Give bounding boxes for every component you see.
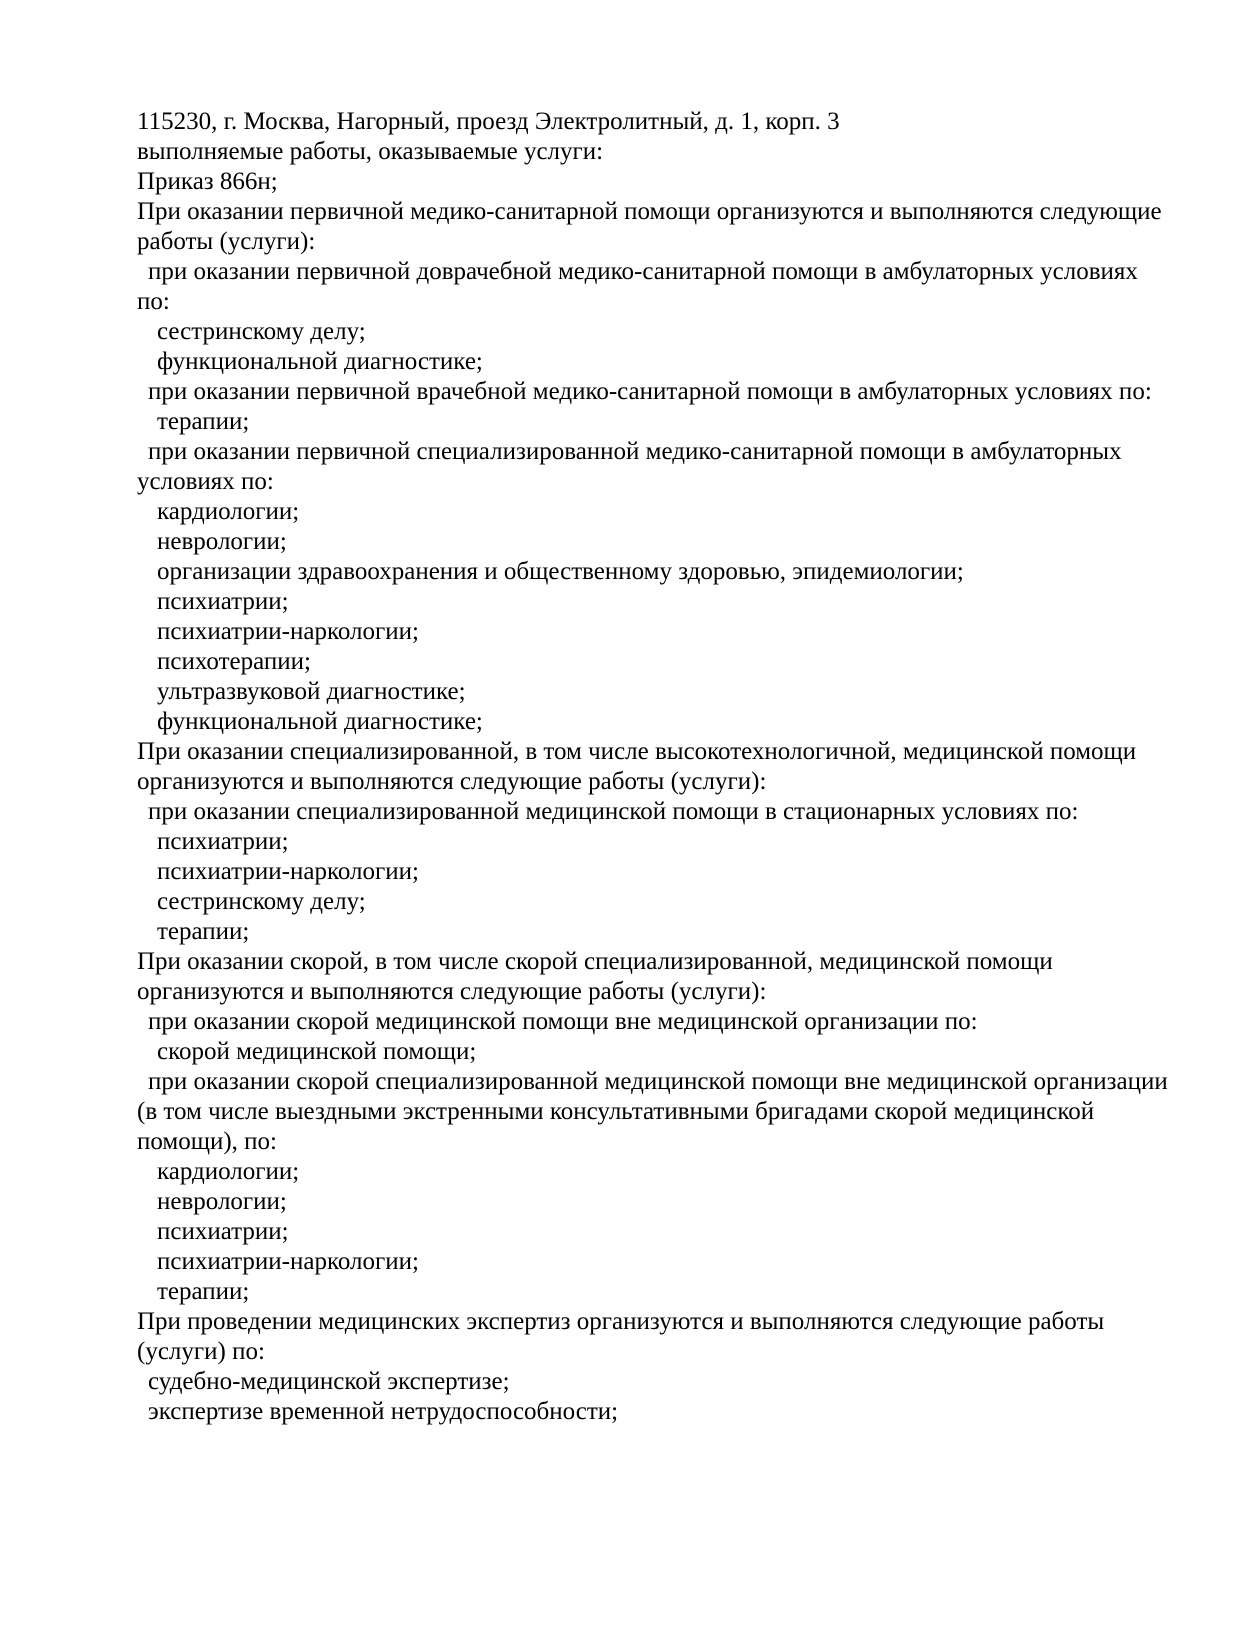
document-line: экспертизе временной нетрудоспособности; bbox=[148, 1398, 619, 1425]
document-line: психиатрии-наркологии; bbox=[157, 858, 419, 885]
document-line: психиатрии; bbox=[157, 828, 289, 855]
document-line: психиатрии-наркологии; bbox=[157, 618, 419, 645]
document-line: судебно-медицинской экспертизе; bbox=[148, 1368, 510, 1395]
document-line: условиях по: bbox=[137, 468, 274, 495]
document-line: организуются и выполняются следующие работы (услуги): bbox=[137, 978, 767, 1005]
document-line: при оказании первичной специализированной медико-санитарной помощи в амбулаторных bbox=[148, 438, 1122, 465]
document-line: при оказании специализированной медицинской помощи в стационарных условиях по: bbox=[148, 798, 1079, 825]
document-line: функциональной диагностике; bbox=[157, 348, 483, 375]
document-line: организации здравоохранения и общественному здоровью, эпидемиологии; bbox=[157, 558, 964, 585]
document-line: скорой медицинской помощи; bbox=[157, 1038, 477, 1065]
document-line: помощи), по: bbox=[137, 1128, 278, 1155]
document-line: по: bbox=[137, 288, 170, 315]
document-line: кардиологии; bbox=[157, 498, 300, 525]
document-line: При оказании скорой, в том числе скорой специализированной, медицинской помощи bbox=[137, 948, 1053, 975]
document-line: неврологии; bbox=[157, 1188, 287, 1215]
document-line: психиатрии; bbox=[157, 588, 289, 615]
document-line: психиатрии-наркологии; bbox=[157, 1248, 419, 1275]
document-line: (в том числе выездными экстренными консультативными бригадами скорой медицинской bbox=[137, 1098, 1095, 1125]
document-line: работы (услуги): bbox=[137, 228, 316, 255]
document-line: терапии; bbox=[157, 408, 250, 435]
document-line: при оказании скорой медицинской помощи вне медицинской организации по: bbox=[148, 1008, 978, 1035]
document-line: кардиологии; bbox=[157, 1158, 300, 1185]
document-line: функциональной диагностике; bbox=[157, 708, 483, 735]
document-line: При проведении медицинских экспертиз организуются и выполняются следующие работы bbox=[137, 1308, 1105, 1335]
document-line: психиатрии; bbox=[157, 1218, 289, 1245]
document-line: сестринскому делу; bbox=[157, 318, 366, 345]
document-text-block bbox=[137, 107, 1167, 1427]
document-line: ультразвуковой диагностике; bbox=[157, 678, 466, 705]
document-line: При оказании специализированной, в том числе высокотехнологичной, медицинской помощи bbox=[137, 738, 1137, 765]
document-line: 115230, г. Москва, Нагорный, проезд Электролитный, д. 1, корп. 3 bbox=[137, 108, 840, 135]
document-line: Приказ 866н; bbox=[137, 168, 278, 195]
document-line: При оказании первичной медико-санитарной помощи организуются и выполняются следующие bbox=[137, 198, 1162, 225]
document-line: организуются и выполняются следующие работы (услуги): bbox=[137, 768, 767, 795]
document-line: терапии; bbox=[157, 918, 250, 945]
document-line: сестринскому делу; bbox=[157, 888, 366, 915]
document-line: (услуги) по: bbox=[137, 1338, 265, 1365]
document-line: неврологии; bbox=[157, 528, 287, 555]
document-line: выполняемые работы, оказываемые услуги: bbox=[137, 138, 604, 165]
document-line: при оказании первичной врачебной медико-санитарной помощи в амбулаторных условиях по: bbox=[148, 378, 1152, 405]
document-line: терапии; bbox=[157, 1278, 250, 1305]
document-line: психотерапии; bbox=[157, 648, 311, 675]
document-line: при оказании скорой специализированной медицинской помощи вне медицинской организации bbox=[148, 1068, 1168, 1095]
document-line: при оказании первичной доврачебной медико-санитарной помощи в амбулаторных условиях bbox=[148, 258, 1138, 285]
